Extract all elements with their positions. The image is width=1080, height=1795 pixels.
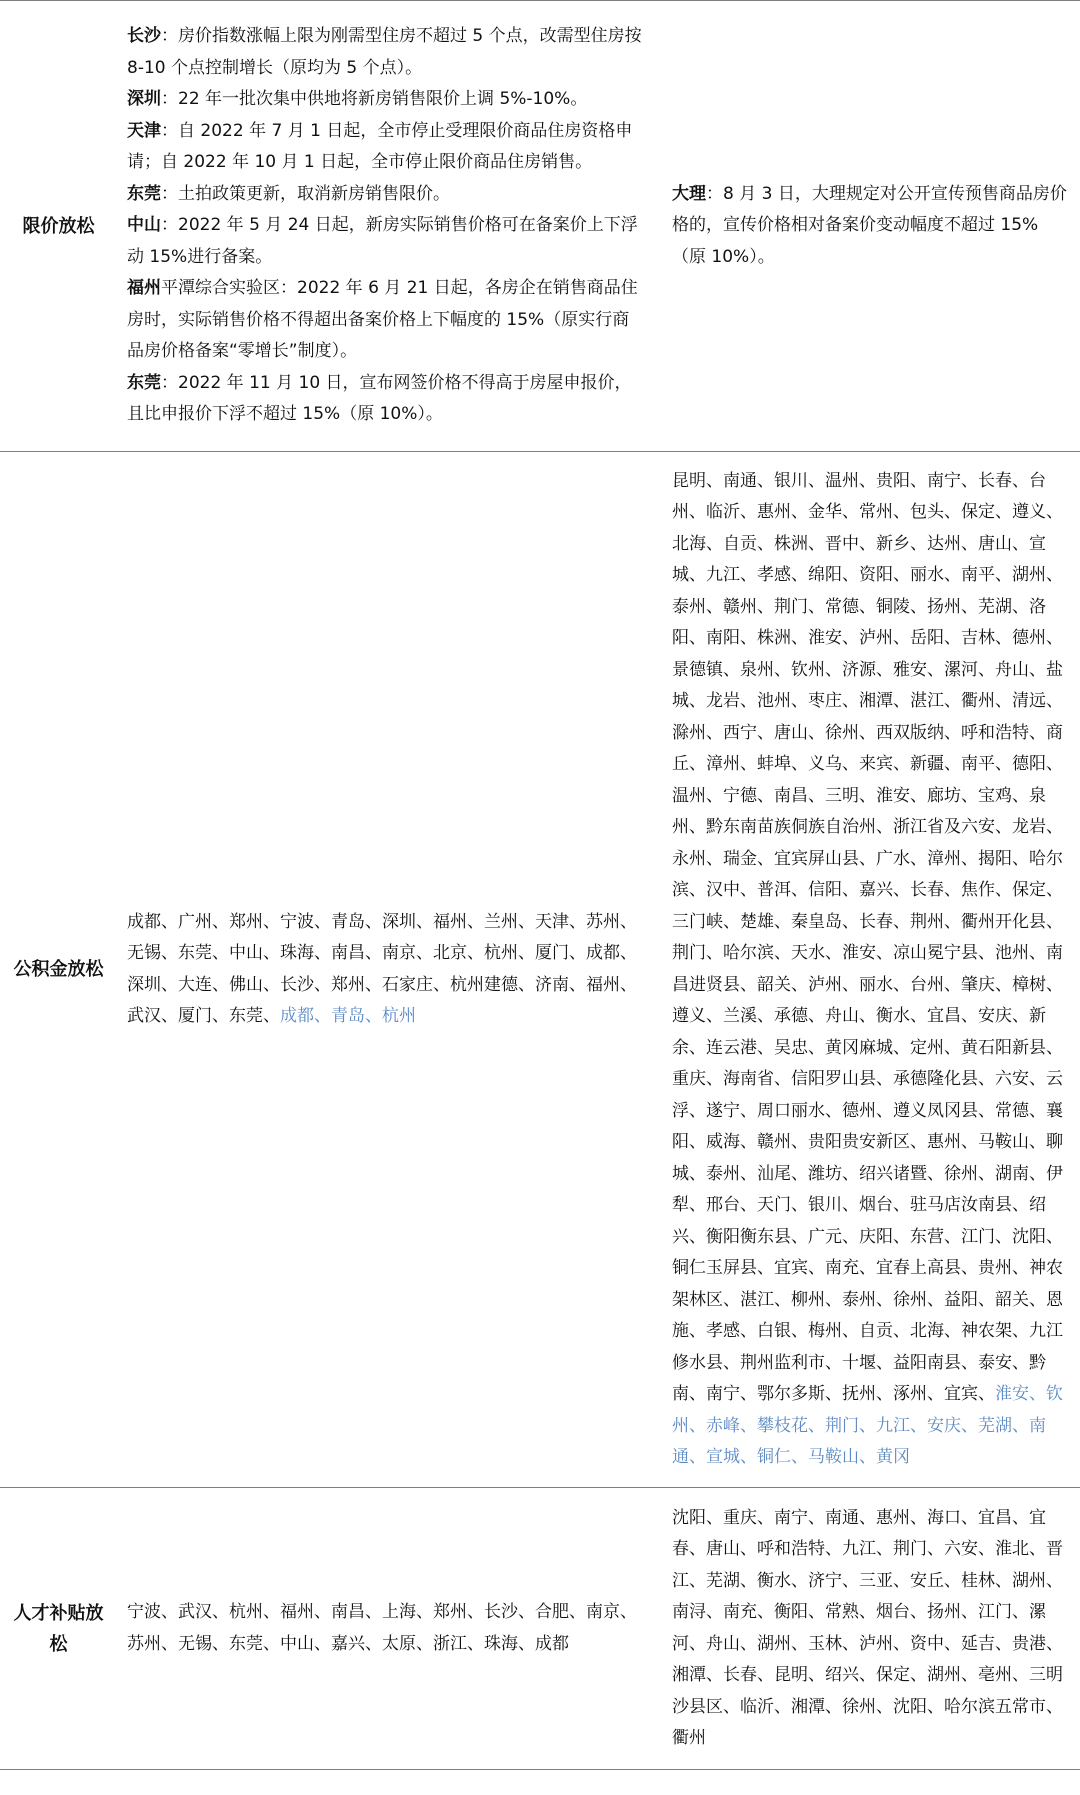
policy-item: [127, 21, 642, 84]
policy-item: [127, 210, 642, 273]
city-list-highlight: 淮安、钦州、赤峰、攀枝花、荆门、九江、安庆、芜湖、南通、宣城、铜仁、马鞍山、黄冈: [672, 1384, 1063, 1467]
left-cell: [117, 1488, 652, 1770]
city-list-highlight: 成都、青岛、杭州: [280, 1006, 416, 1026]
right-cell: [652, 1, 1080, 452]
city-name: 东莞: [127, 183, 161, 204]
city-name: 长沙: [127, 26, 161, 47]
policy-item: [127, 368, 642, 431]
policy-text: ：22 年一批次集中供地将新房销售限价上调 5%-10%。: [161, 89, 588, 110]
policy-item: [127, 116, 642, 179]
left-cell: [117, 452, 652, 1488]
city-list: [672, 466, 1072, 1474]
city-list: [672, 1503, 1072, 1755]
category-cell: 人才补贴放松: [13, 1602, 104, 1655]
city-list-text: 成都、广州、郑州、宁波、青岛、深圳、福州、兰州、天津、苏州、无锡、东莞、中山、珠海、南昌、南京、北京、杭州、厦门、成都、深圳、大连、佛山、长沙、郑州、石家庄、杭州建德、济南、福州、武汉、厦门、东莞、: [127, 911, 637, 1026]
policy-text: ：8 月 3 日，大理规定对公开宣传预售商品房价格的，宣传价格相对备案价变动幅度不超过 15%（原 10%）。: [672, 183, 1067, 267]
city-name: 大理: [672, 183, 706, 204]
city-name: 福州: [127, 278, 161, 299]
category-cell: 限价放松: [22, 215, 95, 237]
table-row-price-limit: [0, 1, 1080, 452]
city-list-text: 昆明、南通、银川、温州、贵阳、南宁、长春、台州、临沂、惠州、金华、常州、包头、保定、遵义、北海、自贡、株洲、晋中、新乡、达州、唐山、宣城、九江、孝感、绵阳、资阳、丽水、南平、湖州、泰州、赣州、荆门、常德、铜陵、扬州、芜湖、洛阳、南阳、株洲、淮安、泸州、岳阳、吉林、德州、景德镇、泉州、钦州、济源、雅安、漯河、舟山、盐城、龙岩、池州、枣庄、湘潭、湛江、衢州、清远、滁州、西宁、唐山、徐州、西双版纳、呼和浩特、商丘、漳州、蚌埠、义乌、来宾、新疆、南平、德阳、温州、宁德、南昌、三明、淮安、廊坊、宝鸡、泉州、黔东南苗族侗族自治州、浙江省及六安、龙岩、永州、瑞金、宜宾屏山县、广水、漳州、揭阳、哈尔滨、汉中、普洱、信阳、嘉兴、长春、焦作、保定、三门峡、楚雄、秦皇岛、长春、荆州、衢州开化县、荆门、哈尔滨、天水、淮安、凉山冕宁县、池州、南昌进贤县、韶关、泸州、丽水、台州、肇庆、樟树、遵义、兰溪、承德、舟山、衡水、宜昌、安庆、新余、连云港、吴忠、黄冈麻城、定州、黄石阳新县、重庆、海南省、信阳罗山县、承德隆化县、六安、云浮、遂宁、周口丽水、德州、遵义凤冈县、常德、襄阳、威海、赣州、贵阳贵安新区、惠州、马鞍山、聊城、泰州、汕尾、潍坊、绍兴诸暨、徐州、湖南、伊犁、邢台、天门、银川、烟台、驻马店汝南县、绍兴、衡阳衡东县、广元、庆阳、东营、江门、沈阳、铜仁玉屏县、宜宾、南充、宜春上高县、贵州、神农架林区、湛江、柳州、泰州、徐州、益阳、韶关、恩施、孝感、白银、梅州、自贡、北海、神农架、九江修水县、荆州监利市、十堰、益阳南县、泰安、黔南、南宁、鄂尔多斯、抚州、涿州、宜宾、: [672, 470, 1063, 1404]
city-name: 深圳: [127, 89, 161, 110]
city-list-text: 宁波、武汉、杭州、福州、南昌、上海、郑州、长沙、合肥、南京、苏州、无锡、东莞、中山、嘉兴、太原、浙江、珠海、成都: [127, 1602, 637, 1654]
city-name: 中山: [127, 215, 161, 236]
city-name: 东莞: [127, 372, 161, 393]
table-row-housing-fund: [0, 452, 1080, 1488]
table-row-talent-subsidy: [0, 1488, 1080, 1770]
policy-text: ：2022 年 11 月 10 日，宣布网签价格不得高于房屋申报价，且比申报价下浮不超过 15%（原 10%）。: [127, 372, 632, 425]
city-list-text: 沈阳、重庆、南宁、南通、惠州、海口、宜昌、宜春、唐山、呼和浩特、九江、荆门、六安、淮北、晋江、芜湖、衡水、济宁、三亚、安丘、桂林、湖州、南浔、南充、衡阳、常熟、烟台、扬州、江门、漯河、舟山、湖州、玉林、泸州、资中、延吉、贵港、湘潭、长春、昆明、绍兴、保定、湖州、亳州、三明沙县区、临沂、湘潭、徐州、沈阳、哈尔滨五常市、衢州: [672, 1507, 1063, 1748]
left-cell: [117, 1, 652, 452]
right-cell: [652, 1488, 1080, 1770]
policy-text: ：房价指数涨幅上限为刚需型住房不超过 5 个点，改需型住房按 8-10 个点控制增长（原均为 5 个点）。: [127, 26, 642, 78]
policy-item: [672, 179, 1072, 274]
policy-item: [127, 84, 642, 116]
right-cell: [652, 452, 1080, 1488]
city-list: [127, 907, 642, 1033]
policy-text: 平潭综合实验区：2022 年 6 月 21 日起，各房企在销售商品住房时，实际销售价格不得超出备案价格上下幅度的 15%（原实行商品房价格备案“零增长”制度）。: [127, 278, 638, 362]
city-list: [127, 1597, 642, 1660]
policy-text: ：2022 年 5 月 24 日起，新房实际销售价格可在备案价上下浮动 15%进行备案。: [127, 215, 638, 267]
city-name: 天津: [127, 120, 161, 141]
policy-item: [127, 179, 642, 211]
policy-text: ：自 2022 年 7 月 1 日起，全市停止受理限价商品住房资格申请；自 2022 年 10 月 1 日起，全市停止限价商品住房销售。: [127, 120, 633, 173]
policy-item: [127, 273, 642, 368]
policy-text: ：土拍政策更新，取消新房销售限价。: [161, 183, 450, 204]
category-cell: 公积金放松: [13, 959, 104, 980]
